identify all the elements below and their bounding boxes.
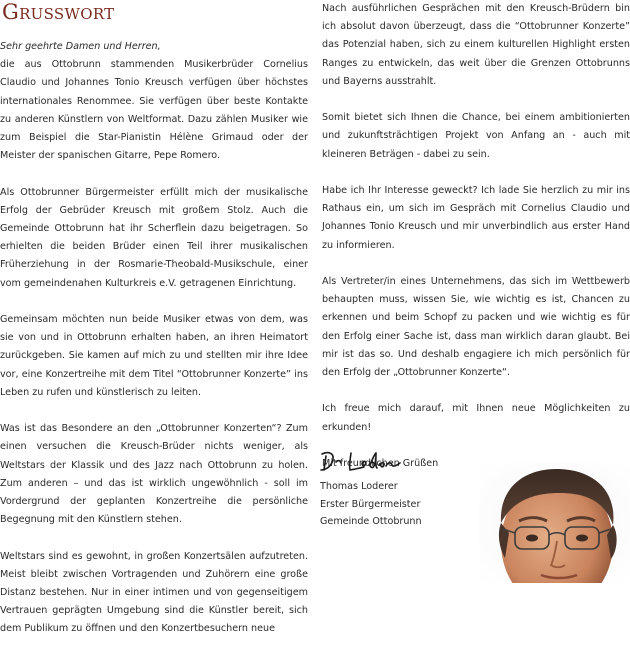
paragraph: die aus Ottobrunn stammenden Musikerbrüder Cornelius Claudio und Johannes Tonio Kreusch verfügen über höchstes internationales Renommee. Sie verfügen über beste Kontakte zu anderen Künstlern von Weltformat. Dazu zählen Musiker wie zum Beispiel die Star-Pianistin Hélène Grimaud oder der Meister der spanischen Gitarre, Pepe Romero. <box>0 59 308 162</box>
paragraph: Weltstars sind es gewohnt, in großen Konzertsälen aufzutreten. Meist bleibt zwischen Vortragenden und Zuhörern eine große Distanz bestehen. Nur in einer intimen und von gegenseitigem Vertrauen geprägten Umgebung sind die Künstler bereit, sich dem Publikum zu öffnen und den Konzertbesuchern neue <box>0 550 308 635</box>
paragraph: Habe ich Ihr Interesse geweckt? Ich lade Sie herzlich zu mir ins Rathaus ein, um sich im Gespräch mit Cornelius Claudio und Johannes Tonio Kreusch und mir unverbindlich aus erster Hand zu informieren. <box>322 185 630 251</box>
right-column <box>322 0 630 491</box>
salutation: Sehr geehrte Damen und Herren, <box>0 41 161 52</box>
signatory-name: Thomas Loderer <box>320 481 398 492</box>
signatory-organization: Gemeinde Ottobrunn <box>320 516 422 527</box>
paragraph: Was ist das Besondere an den „Ottobrunner Konzerten“? Zum einen versuchen die Kreusch-Brüder nichts weniger, als Weltstars der Klassik und des Jazz nach Ottobrunn zu holen. Zum anderen – und das ist wirklich ungewöhnlich - soll im Vordergrund der geplanten Konzertreihe die persönliche Begegnung mit den Künstlern stehen. <box>0 423 308 526</box>
closing: Mit freundlichen Grüßen <box>322 458 439 469</box>
left-column <box>0 38 308 657</box>
handwritten-signature <box>318 448 402 476</box>
paragraph: Als Ottobrunner Bürgermeister erfüllt mich der musikalische Erfolg der Gebrüder Kreusch mit großem Stolz. Auch die Gemeinde Ottobrunn hat ihr Scherflein dazu beigetragen. So erhielten die beiden Brüder einen Teil ihrer musikalischen Früherziehung in der Rosmarie-Theobald-Musikschule, einer vom gemeindenahen Kulturkreis e.V. getragenen Einrichtung. <box>0 186 308 289</box>
signature-block <box>320 448 480 531</box>
signatory-title: Erster Bürgermeister <box>320 498 421 510</box>
paragraph: Somit bietet sich Ihnen die Chance, bei einem ambitionierten und zukunftsträchtigen Projekt von Anfang an - auch mit kleineren Beträgen - dabei zu sein. <box>322 112 630 160</box>
paragraph: Ich freue mich darauf, mit Ihnen neue Möglichkeiten zu erkunden! <box>322 403 630 433</box>
paragraph: Als Vertreter/in eines Unternehmens, das sich im Wettbewerb behaupten muss, wissen Sie, wie wichtig es ist, Chancen zu erkennen und beim Schopf zu packen und wie wichtig es für den Erfolg einer Sache ist, dass man wirklich daran glaubt. Bei mir ist das so. Und deshalb engagiere ich mich persönlich für den Erfolg der „Ottobrunner Konzerte“. <box>322 276 630 379</box>
portrait-photo <box>479 463 630 583</box>
paragraph: Nach ausführlichen Gesprächen mit den Kreusch-Brüdern bin ich absolut davon überzeugt, dass die “Ottobrunner Konzerte” das Potenzial haben, sich zu einem kulturellen Highlight ersten Ranges zu entwickeln, das weit über die Grenzen Ottobrunns und Bayerns ausstrahlt. <box>322 3 630 87</box>
page-title: Grusswort <box>2 0 115 24</box>
paragraph: Gemeinsam möchten nun beide Musiker etwas von dem, was sie von und in Ottobrunn erhalten haben, an ihren Heimatort zurückgeben. Sie kamen auf mich zu und stellten mir ihre Idee vor, eine Konzertreihe mit dem Titel “Ottobrunner Konzerte” ins Leben zu rufen und künstlerisch zu leiten. <box>0 314 308 398</box>
